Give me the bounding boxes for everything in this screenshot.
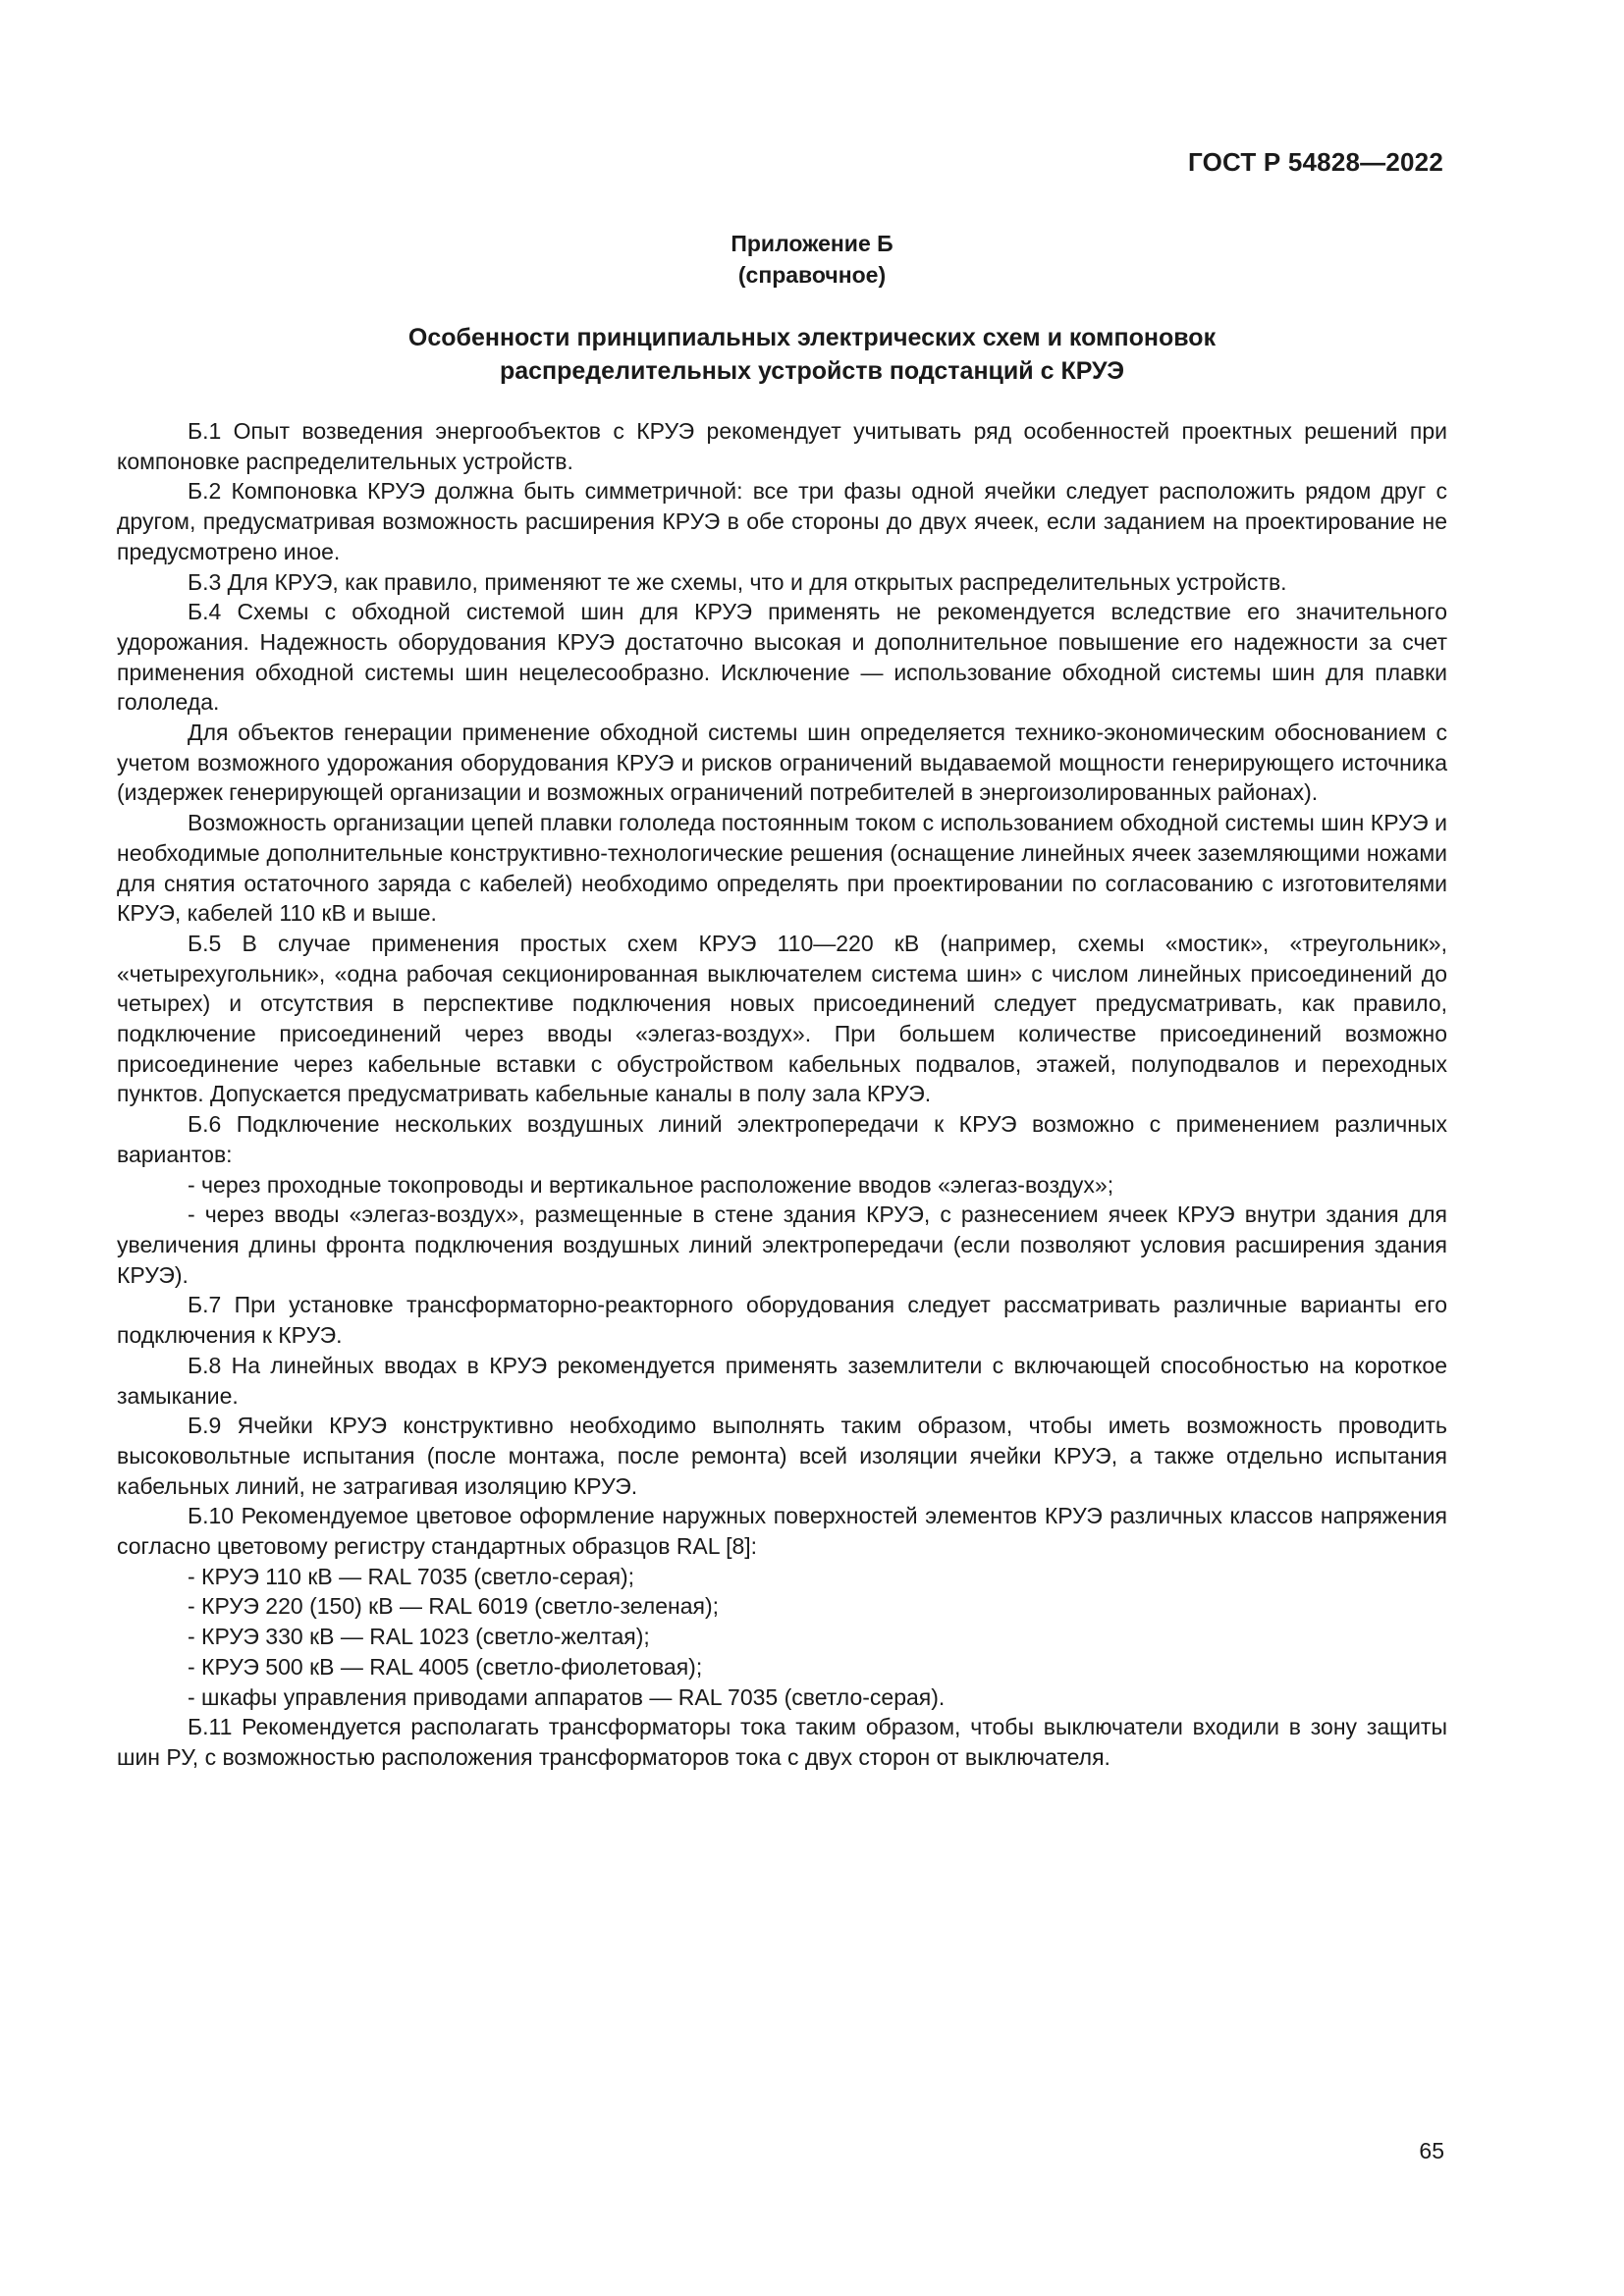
body-text xyxy=(117,416,1447,1773)
appendix-title xyxy=(0,321,1624,388)
paragraph-b6: Б.6 Подключение нескольких воздушных линий электропередачи к КРУЭ возможно с применением различных вариантов: xyxy=(117,1111,1447,1167)
paragraph-b1: Б.1 Опыт возведения энергообъектов с КРУЭ рекомендует учитывать ряд особенностей проектных решений при компоновке распределительных устройств. xyxy=(117,418,1447,474)
paragraph-b2: Б.2 Компоновка КРУЭ должна быть симметричной: все три фазы одной ячейки следует расположить рядом друг с другом, предусматривая возможность расширения КРУЭ в обе стороны до двух ячеек, если заданием на проектирование не предусмотрено иное. xyxy=(117,478,1447,564)
paragraph-b4: Б.4 Схемы с обходной системой шин для КРУЭ применять не рекомендуется вследствие его значительного удорожания. Надежность оборудования КРУЭ достаточно высокая и дополнительное повышение его надежности за счет применения обходной системы шин нецелесообразно. Исключение — использование обходной системы шин для плавки гололеда. xyxy=(117,599,1447,716)
appendix-label: Приложение Б xyxy=(731,231,893,256)
list-item: - через вводы «элегаз-воздух», размещенные в стене здания КРУЭ, с разнесением ячеек КРУЭ внутри здания для увеличения длины фронта подключения воздушных линий электропередачи (если позволяют условия расширения здания КРУЭ). xyxy=(117,1201,1447,1288)
title-line-1: Особенности принципиальных электрических схем и компоновок xyxy=(407,324,1217,351)
list-item: - КРУЭ 500 кВ — RAL 4005 (светло-фиолетовая); xyxy=(188,1653,703,1680)
list-item: - КРУЭ 110 кВ — RAL 7035 (светло-серая); xyxy=(188,1563,635,1589)
paragraph-b4-ice-melting: Возможность организации цепей плавки гололеда постоянным током с использованием обходной системы шин КРУЭ и необходимые дополнительные конструктивно-технологические решения (оснащение линейных ячеек заземляющими ножами для снятия остаточного заряда с кабелей) необходимо определять при проектировании по согласованию с изготовителями КРУЭ, кабелей 110 кВ и выше. xyxy=(117,810,1447,927)
paragraph-b4-generation: Для объектов генерации применение обходной системы шин определяется технико-экономическим обоснованием с учетом возможного удорожания оборудования КРУЭ и рисков ограничений выдаваемой мощности генерирующего источника (издержек генерирующей организации и возможных ограничений потребителей в энергоизолированных районах). xyxy=(117,720,1447,806)
page-number: 65 xyxy=(1419,2138,1444,2163)
list-item: - через проходные токопроводы и вертикальное расположение вводов «элегаз-воздух»; xyxy=(188,1171,1114,1198)
list-item: - КРУЭ 330 кВ — RAL 1023 (светло-желтая); xyxy=(188,1624,650,1650)
list-item: - КРУЭ 220 (150) кВ — RAL 6019 (светло-зеленая); xyxy=(188,1593,720,1620)
paragraph-b5: Б.5 В случае применения простых схем КРУЭ 110—220 кВ (например, схемы «мостик», «треугольник», «четырехугольник», «одна рабочая секционированная выключателем система шин» с числом линейных присоединений до четырех) и отсутствия в перспективе подключения новых присоединений следует предусматривать, как правило, подключение присоединений через вводы «элегаз-воздух». При большем количестве присоединений возможно присоединение через кабельные вставки с обустройством кабельных подвалов, этажей, полуподвалов и переходных пунктов. Допускается предусматривать кабельные каналы в полу зала КРУЭ. xyxy=(117,930,1447,1107)
paragraph-b8: Б.8 На линейных вводах в КРУЭ рекомендуется применять заземлители с включающей способностью на короткое замыкание. xyxy=(117,1352,1447,1409)
paragraph-b10: Б.10 Рекомендуемое цветовое оформление наружных поверхностей элементов КРУЭ различных классов напряжения согласно цветовому регистру стандартных образцов RAL [8]: xyxy=(117,1503,1447,1560)
appendix-heading xyxy=(0,228,1624,291)
document-code: ГОСТ Р 54828—2022 xyxy=(1188,147,1443,177)
paragraph-b9: Б.9 Ячейки КРУЭ конструктивно необходимо выполнять таким образом, чтобы иметь возможность проводить высоковольтные испытания (после монтажа, после ремонта) всей изоляции ячейки КРУЭ, а также отдельно испытания кабельных линий, не затрагивая изоляцию КРУЭ. xyxy=(117,1413,1447,1499)
paragraph-b7: Б.7 При установке трансформаторно-реакторного оборудования следует рассматривать различные варианты его подключения к КРУЭ. xyxy=(117,1292,1447,1349)
paragraph-b11: Б.11 Рекомендуется располагать трансформаторы тока таким образом, чтобы выключатели входили в зону защиты шин РУ, с возможностью расположения трансформаторов тока с двух сторон от выключателя. xyxy=(117,1714,1447,1770)
appendix-type: (справочное) xyxy=(737,262,887,288)
paragraph-b3: Б.3 Для КРУЭ, как правило, применяют те же схемы, что и для открытых распределительных устройств. xyxy=(188,568,1287,595)
title-line-2: распределительных устройств подстанций с КРУЭ xyxy=(499,357,1125,385)
list-item: - шкафы управления приводами аппаратов — RAL 7035 (светло-серая). xyxy=(188,1683,946,1710)
